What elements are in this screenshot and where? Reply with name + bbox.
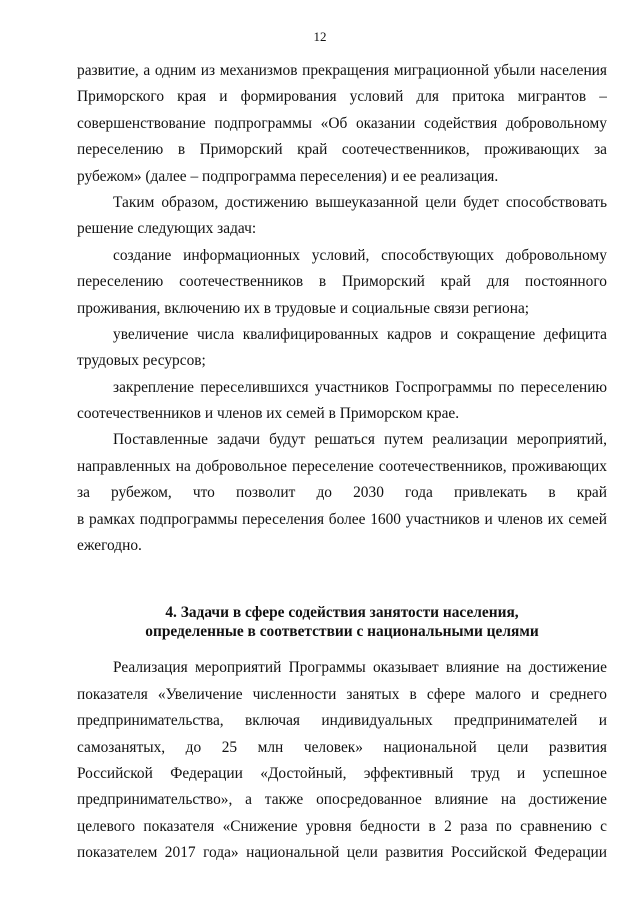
text-line: Российской Федерации «Достойный, эффективный труд и успешное (77, 764, 607, 782)
paragraph (77, 375, 607, 428)
text-line: Таким образом, достижению вышеуказанной цели будет способствовать (113, 193, 607, 211)
text-line: ежегодно. (77, 537, 142, 555)
section-heading (77, 603, 607, 641)
text-line: рубежом» (далее – подпрограмма переселения) и ее реализация. (77, 167, 499, 185)
text-line: самозанятых, до 25 млн человек» национальной цели развития (77, 738, 607, 756)
text-line: за рубежом, что позволит до 2030 года привлекать в край (77, 484, 607, 502)
text-line: проживания, включению их в трудовые и социальные связи региона; (77, 299, 530, 317)
paragraph (77, 58, 607, 190)
text-line: показателя «Увеличение численности занятых в сфере малого и среднего (77, 685, 607, 703)
text-line: Реализация мероприятий Программы оказывает влияние на достижение (113, 659, 607, 677)
text-line: Поставленные задачи будут решаться путем реализации мероприятий, (113, 431, 607, 449)
text-line: закрепление переселившихся участников Госпрограммы по переселению (113, 378, 607, 396)
paragraph (77, 655, 607, 866)
text-line: в рамках подпрограммы переселения более 1600 участников и членов их семей (77, 510, 607, 528)
document-body (77, 58, 607, 867)
section-heading-line: определенные в соответствии с национальными целями (145, 623, 539, 641)
text-line: предпринимательство», а также опосредованное влияние на достижение (77, 791, 607, 809)
section-heading-line: 4. Задачи в сфере содействия занятости населения, (165, 604, 519, 622)
paragraph (77, 243, 607, 322)
text-line: трудовых ресурсов; (77, 352, 206, 370)
paragraph (77, 427, 607, 559)
text-line: показателем 2017 года» национальной цели развития Российской Федерации (77, 844, 607, 862)
text-line: направленных на добровольное переселение соотечественников, проживающих (77, 457, 607, 475)
heading-spacer (77, 641, 607, 655)
text-line: предпринимательства, включая индивидуальных предпринимателей и (77, 712, 607, 730)
page-number: 12 (313, 29, 327, 44)
text-line: совершенствование подпрограммы «Об оказании содействия добровольному (77, 114, 607, 132)
text-line: увеличение числа квалифицированных кадров и сокращение дефицита (113, 325, 607, 343)
text-line: переселению в Приморский край соотечественников, проживающих за (77, 141, 607, 159)
text-line: переселению соотечественников в Приморский край для постоянного (77, 273, 607, 291)
paragraph (77, 322, 607, 375)
text-line: решение следующих задач: (77, 220, 257, 238)
section-spacer (77, 559, 607, 603)
text-line: развитие, а одним из механизмов прекращения миграционной убыли населения (77, 62, 607, 79)
paragraph (77, 190, 607, 243)
text-line: соотечественников и членов их семей в Приморском крае. (77, 405, 460, 423)
text-line: Приморского края и формирования условий для притока мигрантов – (77, 88, 607, 106)
text-line: целевого показателя «Снижение уровня бедности в 2 раза по сравнению с (77, 817, 607, 835)
text-line: создание информационных условий, способствующих добровольному (113, 246, 607, 264)
